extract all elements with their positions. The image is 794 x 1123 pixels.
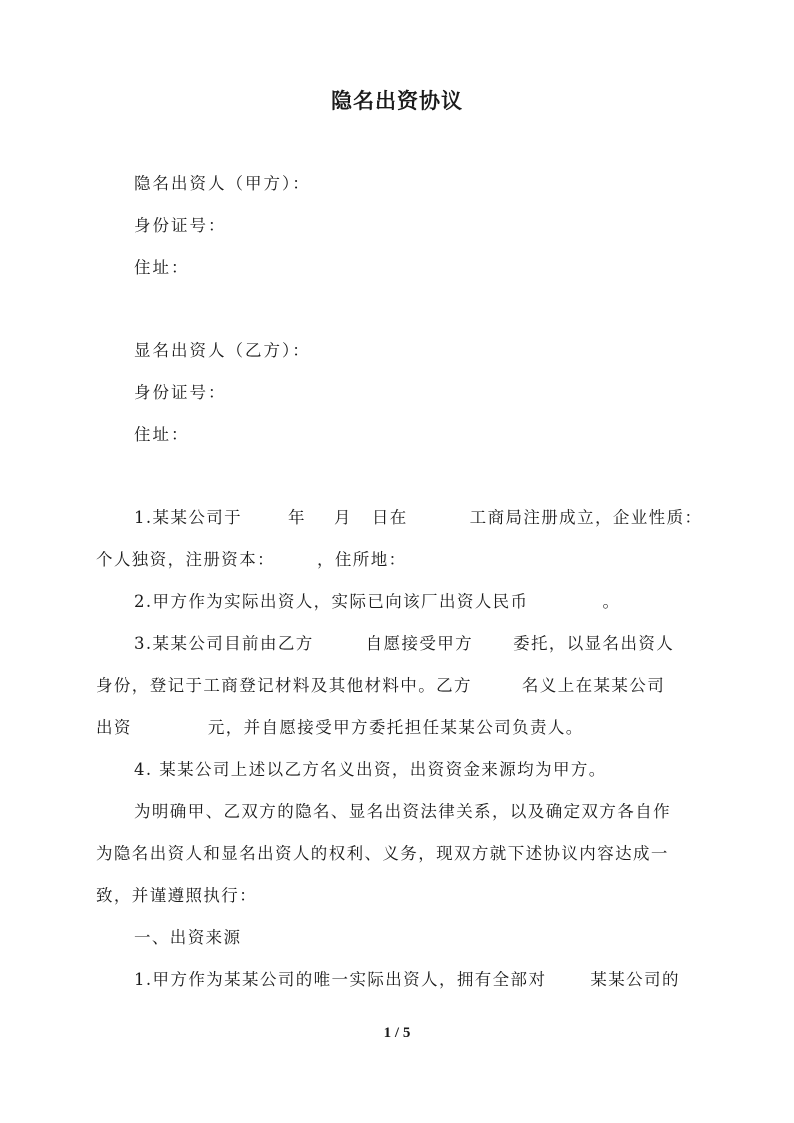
party-b-label: 显名出资人（乙方）： [134,341,311,360]
clause-2-end: 。 [602,592,621,611]
clause-3-text-6: 出资 [96,718,132,737]
purpose-line-1: 为明确甲、乙双方的隐名、显名出资法律关系，以及确定双方各自作 [134,802,671,821]
clause-1-day: 日在 [371,508,408,527]
clause-1-line-1 [134,504,702,532]
clause-3-text-1: 3.某某公司目前由乙方 [134,634,314,653]
section-1-heading: 一、出资来源 [134,928,242,947]
clause-1-year: 年 [288,508,306,527]
party-a-label: 隐名出资人（甲方）： [134,174,311,193]
clause-4: 4. 某某公司上述以乙方名义出资，出资资金来源均为甲方。 [134,760,607,779]
clause-1-address: ，住所地： [317,550,407,569]
section-1-clause-1 [134,966,680,994]
clause-2-text: 2.甲方作为实际出资人，实际已向该厂出资人民币 [134,592,529,611]
clause-3-text-3: 委托，以显名出资人 [513,634,675,653]
document-title: 隐名出资协议 [331,89,463,113]
clause-1-month: 月 [333,508,352,527]
clause-3-line-2 [96,672,665,700]
clause-3-line-1 [134,630,674,658]
section-1-text-1: 1.甲方作为某某公司的唯一实际出资人，拥有全部对 [134,970,547,989]
clause-1-capital: 个人独资，注册资本： [96,550,275,569]
section-1-text-2: 某某公司的 [590,970,680,989]
clause-3-text-4: 身份，登记于工商登记材料及其他材料中。乙方 [96,676,472,695]
clause-2 [134,588,620,616]
party-a-id-label: 身份证号： [134,216,227,235]
party-b-id-label: 身份证号： [134,383,227,402]
clause-3-text-2: 自愿接受甲方 [365,634,474,653]
purpose-line-3: 致，并谨遵照执行： [96,886,258,905]
clause-1-text-2: 工商局注册成立，企业性质： [469,508,703,527]
clause-1-text: 1.某某公司于 [134,508,243,527]
clause-3-text-5: 名义上在某某公司 [521,676,666,695]
page-number: 1 / 5 [383,1025,411,1041]
party-b-address-label: 住址： [134,425,190,444]
clause-1-line-2 [96,546,407,574]
party-a-address-label: 住址： [134,258,190,277]
clause-3-text-7: 元，并自愿接受甲方委托担任某某公司负责人。 [207,718,584,737]
clause-3-line-3 [96,714,584,742]
purpose-line-2: 为隐名出资人和显名出资人的权利、义务，现双方就下述协议内容达成一 [96,844,669,863]
